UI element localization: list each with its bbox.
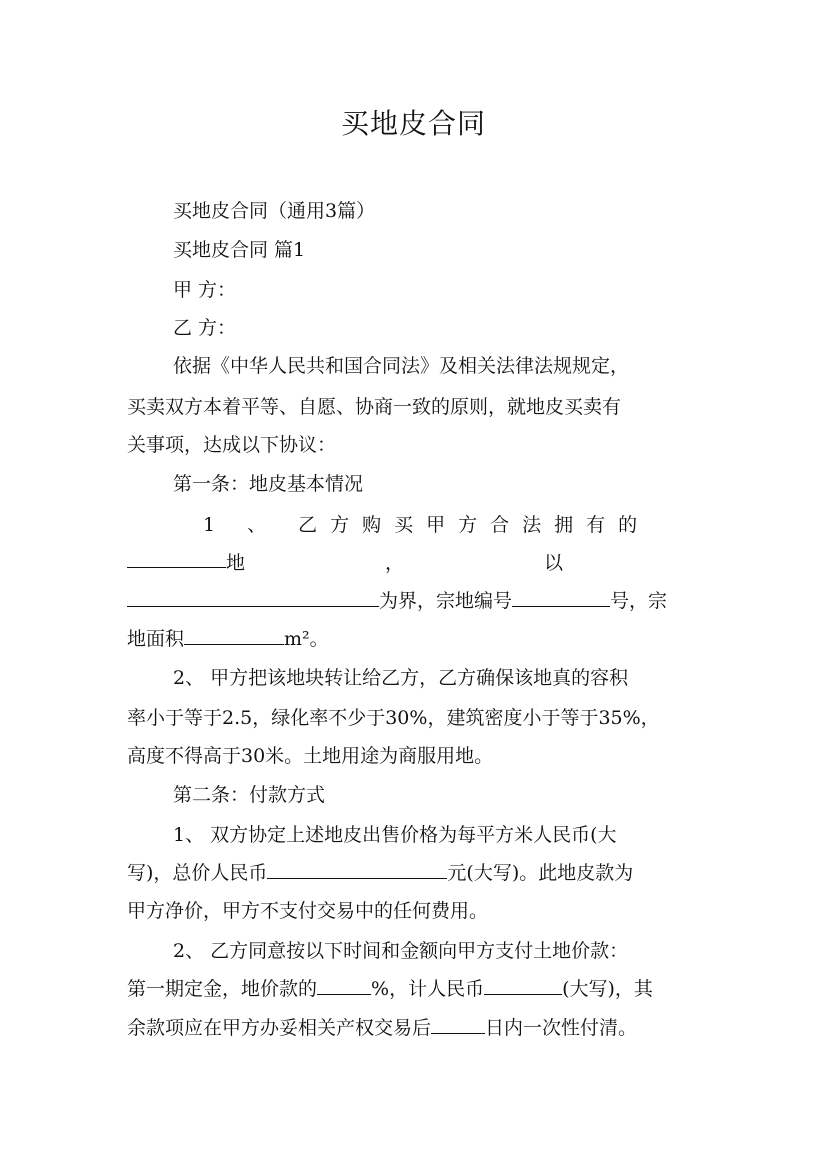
clause-line: 1 、 乙方购买甲方合法拥有的 (203, 514, 651, 536)
article-heading: 第一条：地皮基本情况 (173, 473, 364, 495)
fill-blank (317, 972, 371, 995)
clause-text: (大写)，其 (562, 978, 653, 1000)
section-heading: 买地皮合同 篇1 (173, 239, 306, 261)
document-title: 买地皮合同 (340, 107, 486, 140)
preamble-line: 买卖双方本着平等、自愿、协商一致的原则，就地皮买卖有 (127, 396, 622, 418)
clause-line: 2、 甲方把该地块转让给乙方，乙方确保该地真的容积 (173, 667, 629, 689)
fill-blank (127, 545, 226, 568)
clause-line: 甲方净价，甲方不支付交易中的任何费用。 (127, 900, 489, 922)
clause-text: 元(大写)。此地皮款为 (447, 862, 634, 884)
clause-line (127, 583, 703, 619)
fill-blank (184, 622, 284, 645)
clause-line: 高度不得高于30米。土地用途为商服用地。 (127, 745, 494, 767)
clause-text: 第一期定金，地价款的 (127, 978, 318, 1000)
clause-text: 写)，总价人民币 (127, 862, 268, 884)
clause-text: 地，以 (225, 552, 703, 574)
clause-line (127, 971, 703, 1007)
clause-line: 2、 乙方同意按以下时间和金额向甲方支付土地价款： (173, 940, 629, 962)
preamble-line: 关事项，达成以下协议： (127, 434, 337, 456)
subtitle: 买地皮合同（通用3篇） (173, 200, 376, 222)
clause-text: 余款项应在甲方办妥相关产权交易后 (127, 1017, 432, 1039)
clause-text: %，计人民币 (371, 978, 485, 1000)
fill-blank (127, 584, 379, 607)
clause-text: m²。 (284, 628, 329, 650)
clause-text: 日内一次性付清。 (485, 1017, 638, 1039)
clause-line (127, 1010, 703, 1046)
fill-blank (267, 856, 447, 879)
fill-blank (431, 1011, 485, 1034)
clause-text: 地面积 (127, 628, 185, 650)
clause-line: 1、 双方协定上述地皮出售价格为每平方米人民币(大 (173, 824, 617, 846)
fill-blank (484, 972, 562, 995)
fill-blank (512, 584, 610, 607)
party-b-line: 乙 方： (173, 317, 237, 339)
party-a-line: 甲 方： (173, 279, 237, 301)
article-heading: 第二条：付款方式 (173, 784, 326, 806)
clause-text: 为界，宗地编号 (379, 590, 513, 612)
clause-text: 号，宗 (610, 590, 668, 612)
preamble-line: 依据《中华人民共和国合同法》及相关法律法规规定， (173, 355, 630, 377)
clause-line: 率小于等于2.5，绿化率不少于30%，建筑密度小于等于35%， (127, 707, 660, 729)
clause-line (127, 545, 703, 581)
clause-line (127, 855, 703, 891)
clause-line (127, 621, 703, 657)
